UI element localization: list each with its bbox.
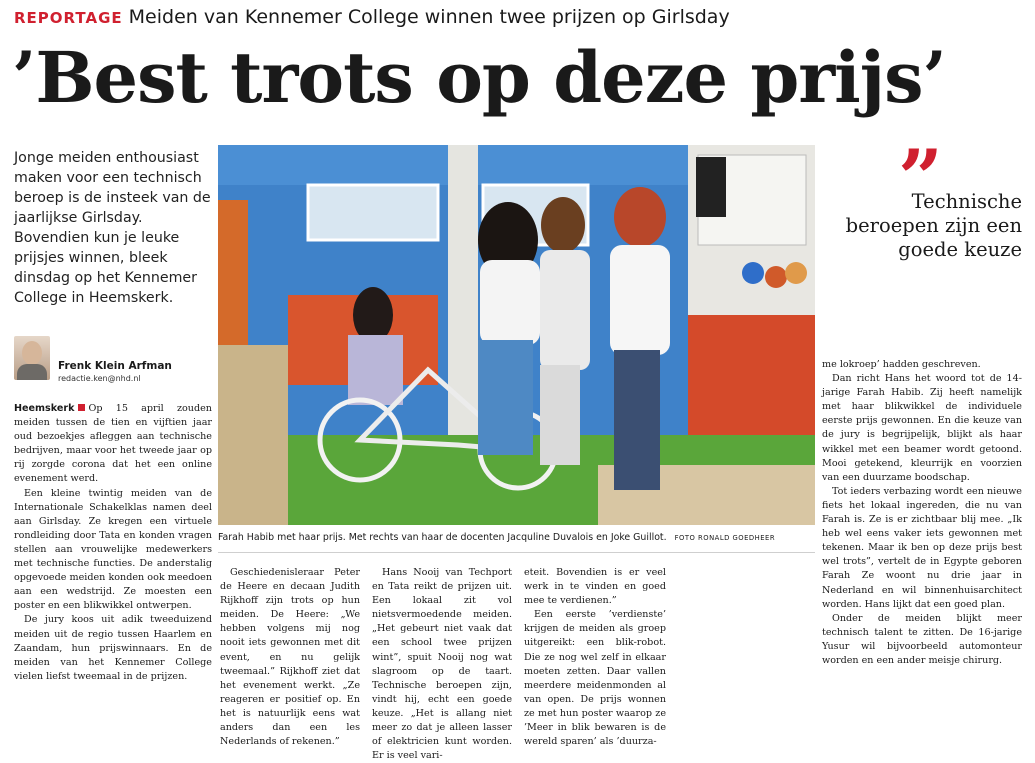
article-column-5 [822,358,1022,668]
caption-divider [218,552,815,553]
column-3-paragraph-1: Hans Nooij van Techport en Tata reikt de prijzen uit. Een lokaal zit vol nietsvermoedende meiden. „Het gebeurt niet vaak dat een school twee prijzen wint”, spuit Nooij nog wat slagroom op de taart. Technische beroepen zijn, vindt hij, echt een goede keuze. „Het is allang niet meer zo dat je alleen lasser of elektricien kunt worden. Er is veel vari- [372,567,512,762]
column-4-paragraph-2: Een eerste ’verdienste’ krijgen de meiden als groep uitgereikt: een blik-robot. Die ze nog wel zelf in elkaar moeten zetten. Daar vallen meerdere meidenmonden al van open. De prijs wonnen ze met hun poster waarop ze ’Meer in blik bewaren is de wereld sparen’ als ’duurza- [524,609,666,748]
column-1-paragraph-3: De jury koos uit adik tweeduizend meiden uit de regio tussen Haarlem en Zaandam, hun prijswinnaars. En de meiden van het Kennemer College vielen liefst tweemaal in de prijzen. [14,614,212,682]
byline [14,336,214,386]
photo-credit: FOTO RONALD GOEDHEER [674,534,776,542]
column-5-paragraph-1: me lokroep’ hadden geschreven. [822,359,981,370]
column-2-paragraph-1: Geschiedenisleraar Peter de Heere en decaan Judith Rijkhoff zijn trots op hun meiden. De Heere: „We hebben volgens mij nog nooit iets gewonnen met dit event, en nu gelijk tweemaal.” Rijkhoff ziet dat het evenement werkt. „Ze reageren er positief op. En het is natuurlijk eens wat anders dan een les Nederlands of rekenen.” [220,567,360,748]
column-5-paragraph-3: Tot ieders verbazing wordt een nieuwe fiets het lokaal ingereden, die nu van Farah is. Ze is er zichtbaar blij mee. „Ik heb wel eens vaker iets gewonnen met tekenen. Maar ik ben op deze prijs best wel trots”, vertelt de in Egypte geboren Farah Ze woont nu drie jaar in Nederland en wil binnenhuisarchitect worden. Hans lijkt dat een goed plan. [822,485,1022,610]
author-email: redactie.ken@nhd.nl [58,374,141,383]
quote-mark-icon: ” [898,133,943,224]
column-1-paragraph-1: Op 15 april zouden meiden tussen de tien en vijftien jaar oud bezoekjes afleggen aan technische bedrijven, maar voor het tweede jaar op rij zorgde corona dat het een online evenement werd. [14,403,212,485]
caption-text: Farah Habib met haar prijs. Met rechts van haar de docenten Jacquline Duvalois en Joke Guillot. [218,532,667,543]
article-column-4 [524,566,666,749]
column-5-paragraph-4: Onder de meiden blijkt meer technisch talent te zitten. De 16-jarige Yusur wil bijvoorbeeld automonteur worden en een ander meisje chirurg. [822,612,1022,666]
photo-illustration [218,145,815,525]
article-column-2 [220,566,360,749]
article-intro: Jonge meiden enthousiast maken voor een technisch beroep is de insteek van de jaarlijkse Girlsday. Bovendien kun je leuke prijsjes winnen, bleek dinsdag op het Kennemer College in Heemskerk. [14,150,211,306]
photo-caption [218,532,815,543]
author-name: Frenk Klein Arfman [58,360,172,372]
article-kicker [14,6,730,28]
article-column-1 [14,402,212,684]
dateline: Heemskerk [14,403,75,414]
author-avatar [14,336,50,380]
column-5-paragraph-2: Dan richt Hans het woord tot de 14-jarige Farah Habib. Zij heeft namelijk met haar blikwikkel de individuele eerste prijs gewonnen. En die keuze van de jury is begrijpelijk, blijkt als haar wikkel met een beamer wordt getoond. Mooi getekend, kleurrijk en voorzien van een duurzame boodschap. [822,373,1022,483]
pull-quote: Technische beroepen zijn een goede keuze [845,190,1022,261]
article-photo [218,145,815,525]
column-1-paragraph-2: Een kleine twintig meiden van de Internationale Schakelklas namen deel aan Girlsday. Ze kregen een virtuele rondleiding door Tata en konden vragen stellen aan vrouwelijke medewerkers met technische functies. De anderstalig opgevoede meiden konden ook meedoen aan een wedstrijd. Ze moesten een poster en een blikwikkel ontwerpen. [14,487,212,612]
bullet-square-icon [78,404,85,411]
article-headline: ’Best trots op deze prijs’ [12,36,946,119]
article-subtitle: Meiden van Kennemer College winnen twee prijzen op Girlsday [128,6,730,28]
column-4-paragraph-1: eteit. Bovendien is er veel werk in te vinden en goed mee te verdienen.” [524,567,666,607]
section-tag: REPORTAGE [14,9,123,27]
article-column-3 [372,566,512,763]
